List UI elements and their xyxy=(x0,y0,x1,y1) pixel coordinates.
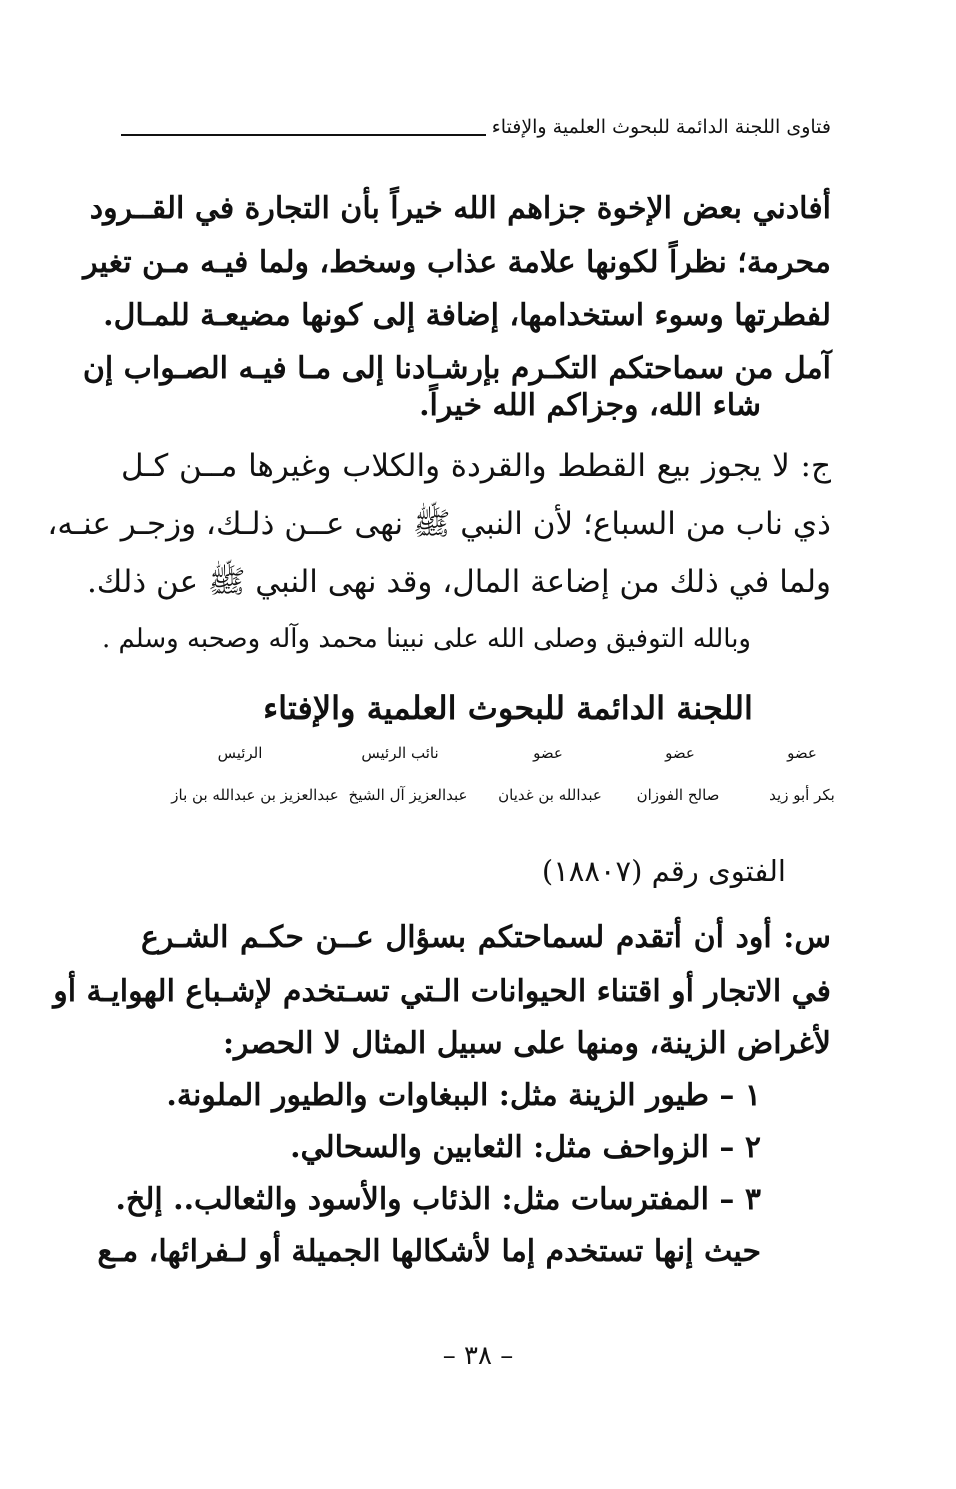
question-line: آمل من سماحتكم التكـرم بإرشـادنا إلى مـا فيـه الصـواب إن xyxy=(82,351,831,386)
list-item: ٢ – الزواحف مثل: الثعابين والسحالي. xyxy=(290,1130,761,1165)
signature-name: عبدالعزيز آل الشيخ xyxy=(348,786,468,804)
question2-line: حيث إنها تستخدم إما لأشكالها الجميلة أو لـفرائها، مـع xyxy=(97,1234,761,1269)
signature-name: صالح الفوزان xyxy=(636,786,720,804)
signature-role: نائب الرئيس xyxy=(361,744,439,762)
question2-line: في الاتجار أو اقتناء الحيوانات الـتي تسـتخدم لإشـباع الهوايـة أو xyxy=(53,974,831,1009)
signature-name: بكر أبو زيد xyxy=(769,786,835,804)
signature-role: عضو xyxy=(533,744,563,762)
answer-line: ولما في ذلك من إضاعة المال، وقد نهى النبي ﷺ عن ذلك. xyxy=(86,564,831,600)
answer-line: ج: لا يجوز بيع القطط والقردة والكلاب وغيرها مــن كـل xyxy=(121,448,831,484)
signature-role: عضو xyxy=(665,744,695,762)
signature-roles xyxy=(120,738,840,768)
running-header xyxy=(121,112,831,144)
signature-name: عبدالله بن غديان xyxy=(498,786,602,804)
question-line: لفطرتها وسوء استخدامها، إضافة إلى كونها مضيعـة للمـال. xyxy=(103,298,831,333)
question2-line: لأغراض الزينة، ومنها على سبيل المثال لا الحصر: xyxy=(222,1026,831,1061)
signature-names xyxy=(120,780,840,810)
committee-title: اللجنة الدائمة للبحوث العلمية والإفتاء xyxy=(263,689,753,727)
signature-role: الرئيس xyxy=(217,744,263,762)
page-number: – ٣٨ – xyxy=(442,1341,514,1371)
fatwa-number: الفتوى رقم (١٨٨٠٧) xyxy=(541,854,786,888)
question-line: شاء الله، وجزاكم الله خيراً. xyxy=(419,388,761,423)
closing-prayer: وبالله التوفيق وصلى الله على نبينا محمد وآله وصحبه وسلم . xyxy=(101,624,751,654)
question-line: أفادني بعض الإخوة جزاهم الله خيراً بأن التجارة في القــرود xyxy=(89,191,831,226)
signature-role: عضو xyxy=(787,744,817,762)
question2-line: س: أود أن أتقدم لسماحتكم بسؤال عــن حكـم الشـرع xyxy=(141,920,831,955)
header-title: فتاوى اللجنة الدائمة للبحوث العلمية والإفتاء xyxy=(486,112,831,142)
signature-name: عبدالعزيز بن عبدالله بن باز xyxy=(171,786,339,804)
list-item: ١ – طيور الزينة مثل: الببغاوات والطيور الملونة. xyxy=(166,1078,761,1113)
answer-line: ذي ناب من السباع؛ لأن النبي ﷺ نهى عــن ذلـك، وزجـر عنـه، xyxy=(47,506,831,542)
list-item: ٣ – المفترسات مثل: الذئاب والأسود والثعالب.. إلخ. xyxy=(115,1182,761,1217)
question-line: محرمة؛ نظراً لكونها علامة عذاب وسخط، ولما فيـه مـن تغير xyxy=(83,245,831,280)
